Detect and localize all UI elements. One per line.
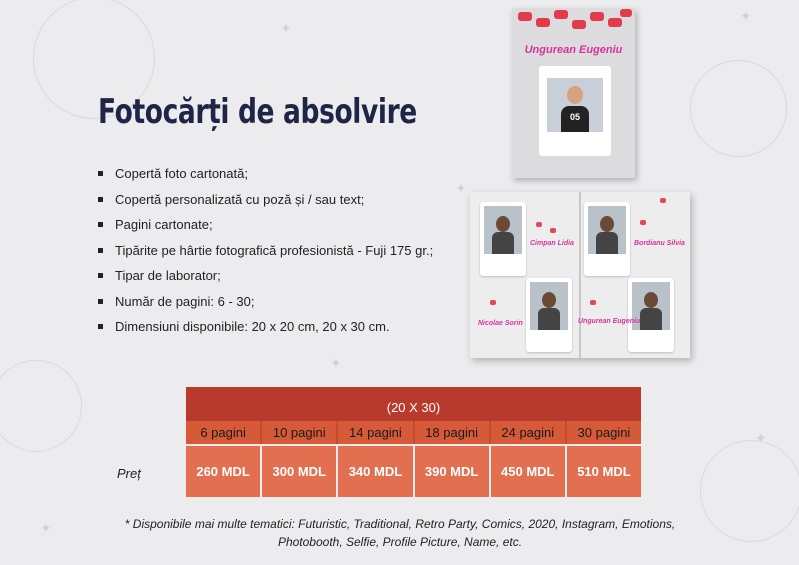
bullet-icon — [98, 222, 103, 227]
price-cell: 450 MDL — [491, 446, 565, 497]
list-item: Copertă personalizată cu poză și / sau text; — [98, 187, 433, 213]
heart-icon — [490, 300, 496, 305]
heart-icon — [550, 228, 556, 233]
pages-cell: 6 pagini — [186, 421, 260, 444]
price-row-label: Preț — [117, 466, 141, 481]
bullet-icon — [98, 273, 103, 278]
pages-row — [186, 421, 641, 444]
pages-cell: 18 pagini — [415, 421, 489, 444]
student-photo — [547, 78, 603, 132]
sparkle-icon: ✦ — [40, 520, 52, 536]
student-name: Bordianu Silvia — [634, 240, 685, 247]
background-circle — [690, 60, 787, 157]
pages-cell: 24 pagini — [491, 421, 565, 444]
price-cell: 300 MDL — [262, 446, 336, 497]
student-card — [584, 202, 630, 276]
bullet-icon — [98, 197, 103, 202]
photobook-pages-image — [470, 192, 690, 358]
bullet-icon — [98, 299, 103, 304]
sparkle-icon: ✦ — [455, 180, 467, 196]
feature-list — [98, 161, 433, 340]
heart-icon — [536, 222, 542, 227]
student-card — [526, 278, 572, 352]
list-item: Dimensiuni disponibile: 20 x 20 cm, 20 x 30 cm. — [98, 314, 433, 340]
sparkle-icon: ✦ — [755, 430, 767, 446]
bullet-icon — [98, 171, 103, 176]
book-spine — [579, 192, 581, 358]
price-cell: 340 MDL — [338, 446, 412, 497]
sparkle-icon: ✦ — [330, 355, 342, 371]
shirt-shape: 05 — [561, 106, 589, 132]
pages-cell: 10 pagini — [262, 421, 336, 444]
hearts-decoration-icon — [512, 8, 635, 38]
cover-post-card — [539, 66, 611, 156]
price-cell: 260 MDL — [186, 446, 260, 497]
student-name: Ungurean Eugeniu — [578, 318, 641, 325]
footnote-line: * Disponibile mai multe tematici: Futuristic, Traditional, Retro Party, Comics, 2020, Instagram, Emotions, — [124, 517, 676, 531]
sparkle-icon: ✦ — [280, 20, 292, 36]
list-item: Copertă foto cartonată; — [98, 161, 433, 187]
list-item: Tipar de laborator; — [98, 263, 433, 289]
page-title: Fotocărți de absolvire — [98, 92, 417, 132]
footnote-line: Photobooth, Selfie, Profile Picture, Name, etc. — [277, 535, 523, 549]
list-item: Număr de pagini: 6 - 30; — [98, 289, 433, 315]
student-name: Cimpan Lidia — [530, 240, 574, 247]
pages-cell: 14 pagini — [338, 421, 412, 444]
bullet-icon — [98, 248, 103, 253]
price-cell: 390 MDL — [415, 446, 489, 497]
format-header: (20 X 30) — [186, 387, 641, 421]
student-card — [628, 278, 674, 352]
list-item: Tipărite pe hârtie fotografică profesionistă - Fuji 175 gr.; — [98, 238, 433, 264]
list-item: Pagini cartonate; — [98, 212, 433, 238]
sparkle-icon: ✦ — [740, 8, 752, 24]
price-cell: 510 MDL — [567, 446, 641, 497]
student-card — [480, 202, 526, 276]
heart-icon — [590, 300, 596, 305]
price-row — [186, 446, 641, 497]
bullet-icon — [98, 324, 103, 329]
background-circle — [0, 360, 82, 452]
heart-icon — [640, 220, 646, 225]
pages-cell: 30 pagini — [567, 421, 641, 444]
cover-name: Ungurean Eugeniu — [524, 44, 623, 56]
head-shape — [567, 86, 583, 104]
photobook-cover-image — [512, 8, 635, 178]
student-name: Nicolae Sorin — [478, 320, 523, 327]
themes-footnote — [80, 515, 720, 551]
heart-icon — [660, 198, 666, 203]
